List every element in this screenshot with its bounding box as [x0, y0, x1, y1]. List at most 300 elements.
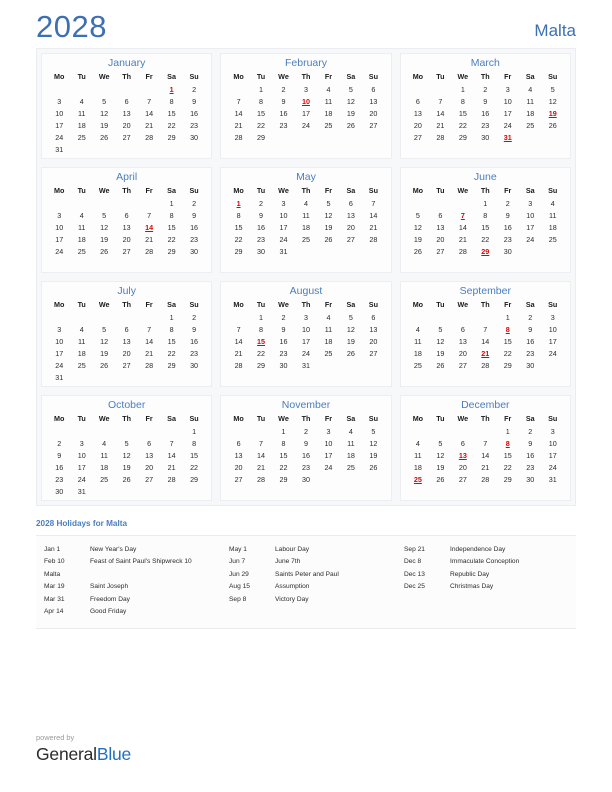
weekday-header-row	[227, 72, 384, 83]
day-cell: 11	[100, 450, 108, 460]
day-cell-empty	[183, 143, 206, 155]
week-row	[407, 425, 564, 437]
month-title: March	[470, 57, 500, 69]
month-title: April	[116, 171, 138, 183]
weekday-header-th: Th	[122, 186, 132, 195]
day-cell: 21	[369, 222, 378, 232]
week-row	[227, 233, 384, 245]
day-cell: 19	[100, 234, 109, 244]
day-cell: 5	[438, 438, 443, 448]
day-cell: 10	[526, 210, 535, 220]
week-row	[48, 311, 205, 323]
week-row	[48, 221, 205, 233]
day-cell: 29	[167, 132, 176, 142]
day-cell: 6	[460, 438, 465, 448]
day-cell: 22	[257, 348, 266, 358]
day-cell: 17	[77, 462, 86, 472]
day-cell: 14	[145, 108, 154, 118]
day-cell-empty	[541, 245, 564, 257]
week-row	[227, 359, 384, 371]
weekday-header-sa: Sa	[346, 186, 356, 195]
day-cell: 7	[483, 324, 488, 334]
day-cell: 18	[301, 222, 310, 232]
day-cell: 7	[147, 210, 152, 220]
day-cell-empty	[93, 371, 115, 383]
week-row	[407, 347, 564, 359]
day-cell: 4	[303, 198, 308, 208]
day-cell: 11	[414, 450, 422, 460]
week-row	[407, 359, 564, 371]
day-cell: 13	[413, 108, 422, 118]
day-cell: 25	[324, 120, 333, 130]
week-row	[227, 221, 384, 233]
weekday-header-su: Su	[368, 72, 378, 81]
day-cell: 29	[234, 246, 243, 256]
day-cell: 6	[124, 324, 129, 334]
day-cell: 20	[346, 222, 355, 232]
weekday-header-row	[407, 300, 564, 311]
week-row	[48, 359, 205, 371]
day-cell-holiday: 7	[460, 210, 465, 220]
weekday-header-su: Su	[189, 414, 199, 423]
day-cell: 6	[124, 210, 129, 220]
weekday-header-row	[48, 300, 205, 311]
day-cell: 2	[192, 198, 197, 208]
day-cell: 3	[528, 198, 533, 208]
day-cell: 10	[55, 108, 64, 118]
day-cell: 2	[192, 312, 197, 322]
week-row	[227, 245, 384, 257]
day-cell: 26	[122, 474, 131, 484]
day-cell: 1	[281, 426, 286, 436]
week-row	[227, 449, 384, 461]
week-row	[407, 311, 564, 323]
day-cell: 1	[483, 198, 488, 208]
day-cell: 9	[192, 324, 197, 334]
weekday-header-tu: Tu	[256, 300, 266, 309]
day-cell: 8	[236, 210, 241, 220]
day-cell: 3	[281, 198, 286, 208]
day-cell: 21	[481, 462, 490, 472]
day-cell: 22	[503, 348, 512, 358]
holiday-date: Jan 1	[44, 546, 61, 553]
day-cell: 3	[505, 84, 510, 94]
day-cell: 30	[481, 132, 490, 142]
day-cell: 16	[526, 450, 535, 460]
day-cell-empty	[160, 425, 182, 437]
month-title: September	[459, 285, 511, 297]
day-cell: 18	[413, 348, 422, 358]
day-cell: 31	[55, 372, 64, 382]
day-cell-empty	[160, 371, 182, 383]
day-cell: 9	[259, 210, 264, 220]
day-cell: 5	[415, 210, 420, 220]
weekday-header-mo: Mo	[412, 414, 424, 423]
weekday-header-th: Th	[301, 300, 311, 309]
week-row	[48, 233, 205, 245]
day-cell: 4	[326, 312, 331, 322]
day-cell: 7	[236, 324, 241, 334]
day-cell: 8	[259, 324, 264, 334]
day-cell-holiday: 13	[458, 450, 467, 460]
day-cell: 27	[458, 360, 467, 370]
day-cell-empty	[93, 485, 115, 497]
month-block-april	[41, 167, 212, 273]
weekday-header-sa: Sa	[525, 186, 535, 195]
day-cell: 18	[77, 234, 86, 244]
week-row	[227, 347, 384, 359]
day-cell-holiday: 8	[505, 324, 510, 334]
day-cell: 14	[369, 210, 378, 220]
page-title-year: 2028	[36, 9, 107, 44]
day-cell: 24	[55, 246, 64, 256]
day-cell: 5	[124, 438, 129, 448]
week-row	[48, 143, 205, 155]
holiday-date: Sep 8	[229, 595, 247, 603]
day-cell-empty	[227, 425, 249, 437]
day-cell: 20	[458, 462, 467, 472]
day-cell: 11	[324, 324, 333, 334]
day-cell-empty	[160, 485, 182, 497]
holiday-list-item	[44, 594, 229, 606]
day-cell: 16	[503, 222, 512, 232]
day-cell: 11	[347, 438, 355, 448]
day-cell-empty	[115, 425, 137, 437]
holiday-name: Immaculate Conception	[450, 558, 520, 566]
day-cell-empty	[70, 83, 92, 95]
day-cell-empty	[362, 131, 385, 143]
day-cell: 9	[505, 210, 510, 220]
day-cell-empty	[138, 197, 160, 209]
day-cell: 22	[458, 120, 467, 130]
week-row	[227, 83, 384, 95]
holiday-date: Dec 25	[404, 583, 425, 591]
day-cell-empty	[429, 197, 451, 209]
holiday-name: Good Friday	[90, 608, 127, 616]
day-cell: 29	[257, 132, 266, 142]
day-cell-empty	[115, 311, 137, 323]
day-cell: 25	[77, 246, 86, 256]
day-cell: 28	[481, 360, 490, 370]
day-cell: 30	[190, 246, 199, 256]
day-cell: 24	[55, 132, 64, 142]
day-cell: 15	[167, 336, 176, 346]
day-cell: 17	[548, 450, 557, 460]
day-cell: 29	[257, 360, 266, 370]
day-cell: 1	[505, 426, 510, 436]
weekday-header-tu: Tu	[77, 186, 86, 195]
holiday-name: Victory Day	[275, 595, 309, 603]
day-cell: 2	[528, 426, 533, 436]
holiday-name: Independence Day	[450, 546, 506, 553]
day-cell: 19	[100, 120, 109, 130]
day-cell: 2	[528, 312, 533, 322]
day-cell-empty	[317, 245, 339, 257]
day-cell-holiday: 21	[481, 348, 490, 358]
day-cell: 13	[369, 96, 378, 106]
brand-name	[36, 744, 131, 764]
day-cell: 5	[438, 324, 443, 334]
day-cell-empty	[227, 311, 249, 323]
day-cell: 24	[324, 462, 333, 472]
week-row	[227, 311, 384, 323]
day-cell: 8	[483, 210, 488, 220]
weekday-header-we: We	[457, 414, 469, 423]
day-cell: 9	[57, 450, 62, 460]
week-row	[407, 83, 564, 95]
holiday-name: June 7th	[275, 558, 301, 566]
day-cell: 28	[257, 474, 266, 484]
day-cell: 30	[190, 360, 199, 370]
week-row	[48, 245, 205, 257]
day-cell: 30	[526, 474, 535, 484]
week-row	[227, 131, 384, 143]
day-cell: 22	[234, 234, 243, 244]
day-cell: 9	[192, 210, 197, 220]
month-title: August	[289, 285, 323, 297]
day-cell: 17	[55, 234, 64, 244]
week-row	[48, 83, 205, 95]
day-cell: 24	[301, 120, 310, 130]
day-cell: 22	[279, 462, 288, 472]
day-cell-empty	[70, 311, 92, 323]
day-cell: 26	[324, 234, 333, 244]
month-table	[227, 300, 384, 371]
week-row	[407, 233, 564, 245]
day-cell: 20	[369, 336, 378, 346]
week-row	[48, 197, 205, 209]
holiday-list-item	[229, 594, 404, 606]
week-row	[48, 119, 205, 131]
day-cell: 15	[167, 222, 176, 232]
weekday-header-tu: Tu	[77, 300, 86, 309]
day-cell: 7	[147, 324, 152, 334]
day-cell: 11	[77, 108, 86, 118]
day-cell: 4	[102, 438, 107, 448]
day-cell: 30	[55, 486, 64, 496]
weekday-header-fr: Fr	[504, 300, 512, 309]
day-cell: 14	[167, 450, 176, 460]
weekday-header-fr: Fr	[145, 186, 153, 195]
week-row	[48, 425, 205, 437]
week-row	[407, 209, 564, 221]
day-cell: 17	[55, 348, 64, 358]
day-cell-empty	[93, 311, 115, 323]
day-cell: 1	[169, 312, 174, 322]
day-cell: 1	[169, 198, 174, 208]
day-cell: 18	[100, 462, 109, 472]
day-cell-empty	[115, 143, 137, 155]
day-cell: 2	[57, 438, 62, 448]
weekday-header-we: We	[98, 300, 110, 309]
day-cell-empty	[160, 143, 182, 155]
day-cell: 13	[145, 450, 154, 460]
day-cell: 26	[369, 462, 378, 472]
holiday-date: Apr 14	[44, 608, 64, 616]
weekday-header-row	[407, 414, 564, 425]
day-cell: 21	[458, 234, 467, 244]
day-cell-empty	[138, 371, 160, 383]
day-cell: 8	[259, 96, 264, 106]
holiday-date: Mar 31	[44, 595, 65, 603]
weekday-header-mo: Mo	[412, 186, 424, 195]
day-cell: 14	[234, 108, 243, 118]
day-cell: 16	[526, 336, 535, 346]
weekday-header-su: Su	[368, 300, 378, 309]
day-cell: 25	[548, 234, 557, 244]
weekday-header-we: We	[98, 72, 110, 81]
day-cell-empty	[452, 311, 474, 323]
day-cell: 9	[528, 324, 533, 334]
weekday-header-we: We	[457, 72, 469, 81]
weekday-header-mo: Mo	[54, 72, 65, 81]
day-cell: 21	[257, 462, 266, 472]
day-cell: 16	[190, 222, 199, 232]
day-cell: 7	[259, 438, 264, 448]
week-row	[407, 245, 564, 257]
month-table	[227, 186, 384, 257]
day-cell-empty	[138, 485, 160, 497]
day-cell: 30	[301, 474, 310, 484]
day-cell: 7	[371, 198, 376, 208]
day-cell: 15	[503, 450, 512, 460]
holiday-list-item	[44, 606, 229, 618]
holidays-columns	[36, 544, 576, 618]
day-cell: 28	[369, 234, 378, 244]
weekday-header-sa: Sa	[167, 72, 176, 81]
day-cell-empty	[48, 197, 70, 209]
day-cell: 16	[481, 108, 490, 118]
weekday-header-we: We	[457, 186, 469, 195]
day-cell-empty	[115, 83, 137, 95]
month-block-january	[41, 53, 212, 159]
day-cell: 15	[167, 108, 176, 118]
day-cell-empty	[183, 371, 206, 383]
day-cell: 21	[145, 348, 154, 358]
month-table	[48, 186, 205, 257]
week-row	[227, 323, 384, 335]
day-cell: 6	[147, 438, 152, 448]
holiday-list-item	[404, 569, 576, 581]
holiday-list-item	[229, 569, 404, 581]
holiday-name: Saints Peter and Paul	[275, 570, 339, 578]
day-cell-empty	[317, 131, 339, 143]
day-cell: 4	[528, 84, 533, 94]
day-cell: 7	[236, 96, 241, 106]
day-cell-empty	[541, 131, 564, 143]
day-cell-holiday: 10	[301, 96, 310, 106]
day-cell: 24	[548, 348, 557, 358]
day-cell: 21	[234, 348, 243, 358]
weekday-header-we: We	[457, 300, 469, 309]
day-cell: 23	[257, 234, 266, 244]
day-cell: 13	[346, 210, 355, 220]
holiday-list-item	[44, 569, 229, 581]
day-cell: 23	[190, 120, 199, 130]
day-cell-empty	[407, 425, 429, 437]
day-cell: 27	[413, 132, 422, 142]
weekday-header-row	[407, 72, 564, 83]
day-cell: 22	[257, 120, 266, 130]
week-row	[227, 437, 384, 449]
weekday-header-mo: Mo	[54, 414, 65, 423]
day-cell: 12	[413, 222, 422, 232]
day-cell: 18	[77, 120, 86, 130]
holiday-date: Feb 10	[44, 558, 65, 566]
weekday-header-th: Th	[122, 300, 132, 309]
day-cell-holiday: 15	[257, 336, 266, 346]
day-cell: 2	[281, 312, 286, 322]
day-cell: 6	[348, 198, 353, 208]
weekday-header-su: Su	[189, 186, 199, 195]
day-cell: 18	[324, 336, 333, 346]
week-row	[227, 461, 384, 473]
holiday-list-item	[44, 581, 229, 593]
day-cell-empty	[93, 83, 115, 95]
day-cell: 24	[55, 360, 64, 370]
day-cell: 11	[77, 336, 86, 346]
day-cell: 6	[415, 96, 420, 106]
day-cell: 15	[190, 450, 199, 460]
weekday-header-fr: Fr	[145, 300, 153, 309]
weekday-header-sa: Sa	[167, 414, 176, 423]
holiday-date: Jun 29	[229, 570, 249, 578]
day-cell: 10	[55, 336, 64, 346]
day-cell-empty	[227, 83, 249, 95]
holidays-list-container	[36, 535, 576, 629]
week-row	[48, 95, 205, 107]
day-cell: 3	[550, 426, 555, 436]
brand-name-blue: Blue	[96, 744, 132, 764]
day-cell: 9	[281, 324, 286, 334]
weekday-header-th: Th	[480, 72, 490, 81]
day-cell: 10	[77, 450, 86, 460]
weekday-header-tu: Tu	[436, 300, 445, 309]
holidays-column-1	[44, 544, 229, 618]
day-cell: 20	[234, 462, 243, 472]
day-cell: 17	[503, 108, 512, 118]
day-cell: 25	[77, 360, 86, 370]
month-block-november	[220, 395, 391, 501]
day-cell: 14	[436, 108, 445, 118]
day-cell: 13	[436, 222, 445, 232]
day-cell: 4	[79, 210, 84, 220]
day-cell: 29	[167, 360, 176, 370]
week-row	[407, 449, 564, 461]
weekday-header-sa: Sa	[167, 300, 176, 309]
month-table	[407, 72, 564, 143]
week-row	[48, 449, 205, 461]
day-cell: 29	[279, 474, 288, 484]
day-cell-empty	[541, 359, 564, 371]
month-title: July	[117, 285, 136, 297]
weekday-header-su: Su	[548, 72, 558, 81]
day-cell: 14	[234, 336, 243, 346]
weekday-header-sa: Sa	[346, 72, 356, 81]
day-cell: 23	[55, 474, 64, 484]
day-cell: 26	[548, 120, 557, 130]
day-cell: 14	[145, 336, 154, 346]
day-cell: 27	[458, 474, 467, 484]
day-cell-empty	[452, 197, 474, 209]
day-cell: 31	[279, 246, 288, 256]
weekday-header-we: We	[278, 414, 289, 423]
month-title: November	[281, 399, 331, 411]
weekday-header-mo: Mo	[233, 72, 244, 81]
month-title: February	[284, 57, 327, 69]
day-cell-empty	[340, 131, 362, 143]
weekday-header-sa: Sa	[525, 414, 535, 423]
